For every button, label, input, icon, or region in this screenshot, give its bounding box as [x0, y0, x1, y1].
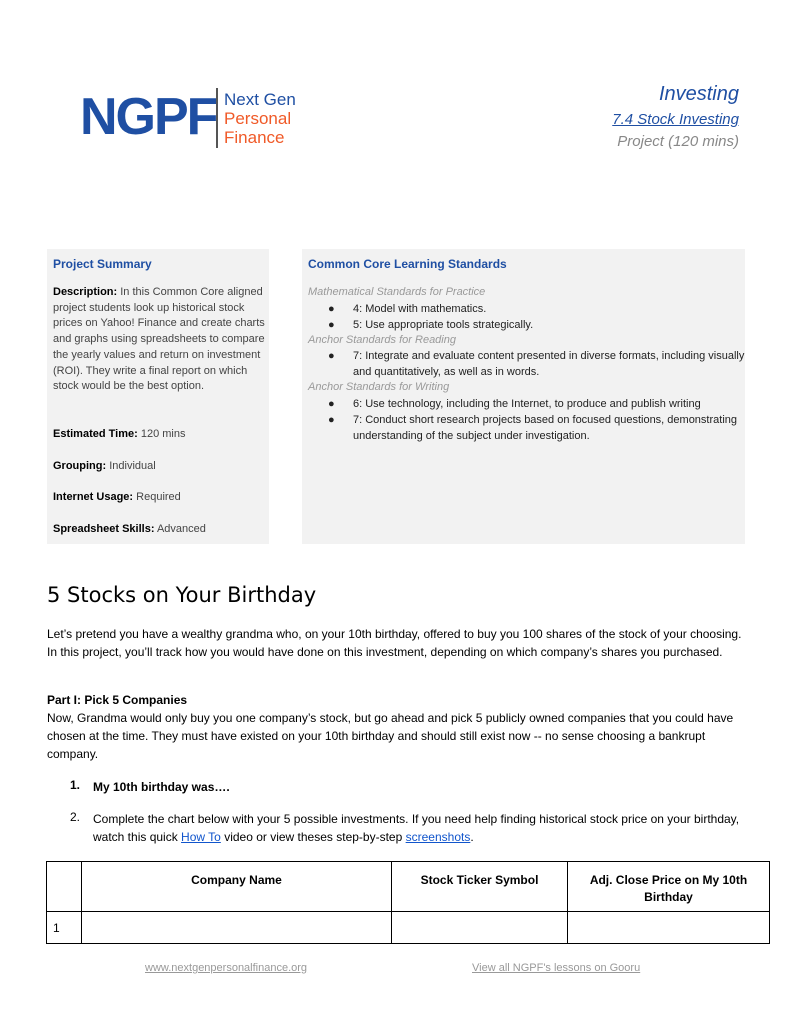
writing-standard-text: 7: Conduct short research projects based on focused questions, demonstrating understanding of the subject under investigation.	[353, 414, 738, 442]
internet-usage	[53, 490, 265, 506]
table-cell-price[interactable]	[568, 912, 770, 944]
step2-text	[93, 810, 743, 846]
estimated-time	[53, 427, 265, 443]
step2-text-b: video or view theses step-by-step	[224, 830, 403, 844]
lesson-link[interactable]: 7.4 Stock Investing	[612, 111, 739, 128]
logo-line-1: Next Gen	[224, 90, 296, 109]
intro-paragraph: Let’s pretend you have a wealthy grandma who, on your 10th birthday, offered to buy you 100 shares of the stock of your choosing. In this project, you’ll track how you would have done on this investment, depending on which company’s shares you purchased.	[47, 627, 742, 659]
bullet-icon: ●	[328, 350, 335, 362]
page-heading: 5 Stocks on Your Birthday	[47, 583, 317, 607]
math-standards-heading: Mathematical Standards for Practice	[308, 286, 486, 298]
step2-text-c: .	[470, 830, 474, 844]
bullet-icon: ●	[328, 319, 335, 331]
writing-standard-text: 6: Use technology, including the Internet, to produce and publish writing	[353, 398, 701, 410]
table-cell-ticker[interactable]	[392, 912, 568, 944]
internet-usage-value: Required	[136, 491, 181, 503]
spreadsheet-skills-value: Advanced	[156, 523, 206, 535]
grouping-label: Grouping:	[53, 460, 107, 472]
description	[53, 285, 265, 395]
project-summary-title: Project Summary	[53, 257, 152, 271]
estimated-time-label: Estimated Time:	[53, 428, 138, 440]
screenshots-link[interactable]: screenshots	[405, 830, 471, 844]
grouping-value: Individual	[109, 460, 156, 472]
bullet-icon: ●	[328, 414, 335, 426]
table-header-company: Company Name	[82, 862, 392, 912]
step2-text-a: Complete the chart below with your 5 possible investments. If you need help finding historical stock price on your birthday, watch this quick	[93, 812, 740, 844]
spreadsheet-skills	[53, 522, 265, 538]
step1-text: My 10th birthday was….	[93, 780, 230, 794]
part1-paragraph: Now, Grandma would only buy you one company’s stock, but go ahead and pick 5 publicly owned companies that you could have chosen at the time. They must have existed on your 10th birthday and should still exist now -- no sense choosing a bankrupt company.	[47, 711, 734, 761]
footer-website-link[interactable]: www.nextgenpersonalfinance.org	[145, 962, 308, 974]
description-text: In this Common Core aligned project students look up historical stock prices on Yahoo! Finance and create charts and graphs using spreadsheets to compare the yearly values and return on investment (ROI). They write a final report on which stock would be the best option.	[53, 286, 265, 393]
logo-line-2: Personal	[224, 109, 292, 128]
table-cell-company[interactable]	[82, 912, 392, 944]
spreadsheet-skills-label: Spreadsheet Skills:	[53, 523, 155, 535]
math-standard-text: 5: Use appropriate tools strategically.	[353, 319, 534, 331]
unit-title: Investing	[658, 83, 739, 105]
standards-title: Common Core Learning Standards	[308, 257, 507, 271]
part1-title-text: Part I: Pick 5 Companies	[47, 693, 188, 707]
table-cell-index: 1	[47, 912, 82, 944]
table-header-index	[47, 862, 82, 912]
table-row	[47, 912, 770, 944]
project-summary-box	[47, 249, 269, 544]
how-to-link[interactable]: How To	[181, 830, 221, 844]
ngpf-logo	[80, 82, 310, 152]
bullet-icon: ●	[328, 398, 335, 410]
estimated-time-value: 120 mins	[140, 428, 186, 440]
logo-mark: NGPF	[80, 88, 217, 146]
project-subtitle: Project (120 mins)	[617, 133, 739, 150]
reading-standard-text: 7: Integrate and evaluate content presented in diverse formats, including visually and quantitatively, as well as in words.	[353, 350, 745, 378]
footer-gooru-link[interactable]: View all NGPF's lessons on Gooru	[472, 962, 641, 974]
internet-usage-label: Internet Usage:	[53, 491, 134, 503]
investments-table	[46, 861, 770, 944]
description-label: Description:	[53, 286, 118, 298]
reading-standards-heading: Anchor Standards for Reading	[308, 334, 456, 346]
math-standard-text: 4: Model with mathematics.	[353, 303, 487, 315]
step1-number: 1.	[70, 778, 81, 792]
standards-box	[302, 249, 745, 544]
table-header-price: Adj. Close Price on My 10th Birthday	[568, 862, 770, 912]
step2-number: 2.	[70, 810, 81, 824]
logo-line-3: Finance	[224, 128, 285, 147]
grouping	[53, 459, 265, 475]
bullet-icon: ●	[328, 303, 335, 315]
part1-title	[47, 691, 747, 709]
table-header-ticker: Stock Ticker Symbol	[392, 862, 568, 912]
table-header-row	[47, 862, 770, 912]
writing-standards-heading: Anchor Standards for Writing	[308, 381, 450, 393]
logo-divider	[216, 88, 218, 148]
logo-wordmark	[224, 90, 296, 147]
